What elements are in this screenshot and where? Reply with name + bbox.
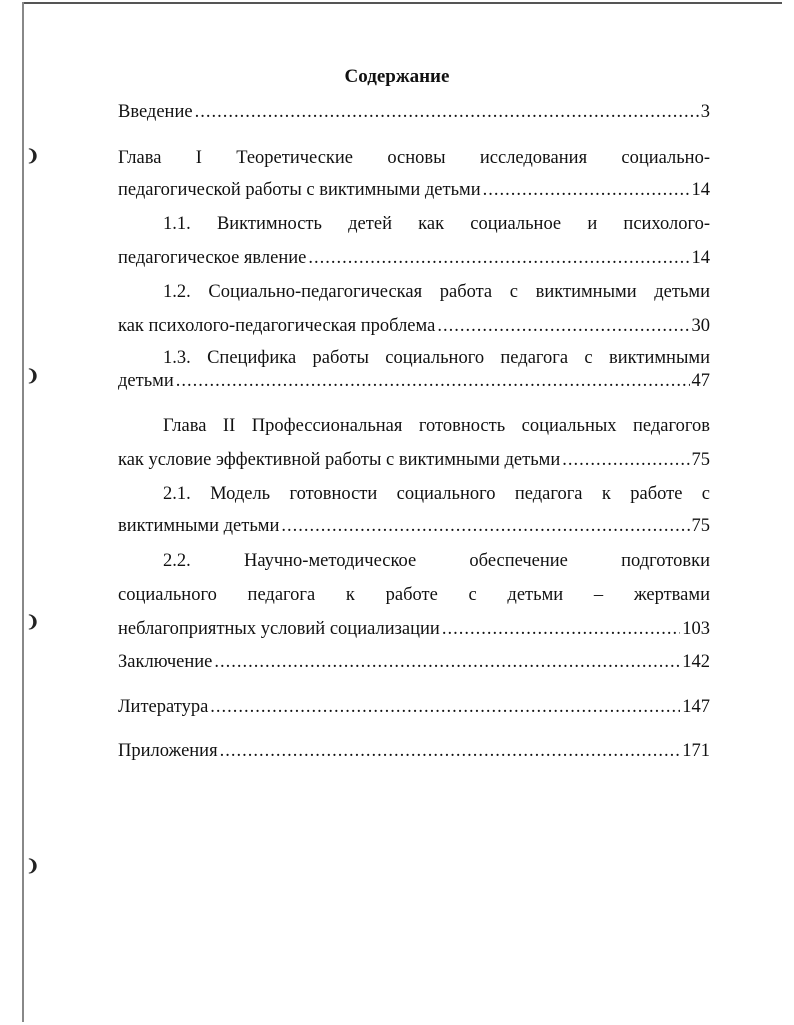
toc-label: виктимными детьми xyxy=(118,516,280,536)
toc-page: 14 xyxy=(691,248,710,268)
leader-dots xyxy=(442,617,680,641)
leader-dots xyxy=(562,448,689,472)
toc-label: как психолого-педагогическая проблема xyxy=(118,316,436,336)
leader-dots xyxy=(437,314,689,338)
toc-label: Приложения xyxy=(118,741,218,761)
toc-entry-chapter2 xyxy=(118,448,710,472)
toc-page: 142 xyxy=(682,652,710,672)
toc-entry-2-2-line1: 2.2. Научно-методическое обеспечение подготовки xyxy=(163,551,710,571)
toc-label: детьми xyxy=(118,371,174,391)
toc-page: 30 xyxy=(691,316,710,336)
binding-hole-mark: ❩ xyxy=(26,614,40,631)
binding-hole-mark: ❩ xyxy=(26,368,40,385)
toc-page: 171 xyxy=(682,741,710,761)
toc-page: 147 xyxy=(682,697,710,717)
toc-label: Литература xyxy=(118,697,209,717)
leader-dots xyxy=(308,246,689,270)
toc-label: как условие эффективной работы с виктимными детьми xyxy=(118,450,561,470)
toc-page: 47 xyxy=(691,371,710,391)
leader-dots xyxy=(483,178,690,202)
toc-page: 75 xyxy=(691,450,710,470)
toc-entry-chapter1 xyxy=(118,178,710,202)
toc-page: 14 xyxy=(691,180,710,200)
toc-entry-1-1 xyxy=(118,246,710,270)
toc-label: педагогической работы с виктимными детьми xyxy=(118,180,481,200)
toc-entry-2-1-line1: 2.1. Модель готовности социального педагога к работе с xyxy=(163,484,710,504)
leader-dots xyxy=(210,695,680,719)
toc-entry-literature xyxy=(118,695,710,719)
toc-entry-2-2-line2: социального педагога к работе с детьми – жертвами xyxy=(118,585,710,605)
toc-entry-chapter1-line1: Глава I Теоретические основы исследования социально- xyxy=(118,148,710,168)
scan-edge-top xyxy=(22,2,782,4)
toc-page: 103 xyxy=(682,619,710,639)
toc-label: педагогическое явление xyxy=(118,248,307,268)
toc-page: 75 xyxy=(691,516,710,536)
leader-dots xyxy=(214,650,680,674)
toc-label: Заключение xyxy=(118,652,213,672)
leader-dots xyxy=(195,100,699,124)
toc-page: 3 xyxy=(700,102,710,122)
leader-dots xyxy=(220,739,681,763)
toc-entry-1-3 xyxy=(118,369,710,393)
toc-entry-1-1-line1: 1.1. Виктимность детей как социальное и психолого- xyxy=(163,214,710,234)
toc-entry-1-2-line1: 1.2. Социально-педагогическая работа с виктимными детьми xyxy=(163,282,710,302)
toc-label: неблагоприятных условий социализации xyxy=(118,619,440,639)
leader-dots xyxy=(176,369,690,393)
toc-entry-conclusion xyxy=(118,650,710,674)
toc-entry-2-2 xyxy=(118,617,710,641)
toc-entry-1-2 xyxy=(118,314,710,338)
binding-hole-mark: ❩ xyxy=(26,148,40,165)
toc-entry-appendix xyxy=(118,739,710,763)
toc-label: Введение xyxy=(118,102,193,122)
leader-dots xyxy=(281,514,689,538)
page-title: Содержание xyxy=(344,66,450,87)
binding-hole-mark: ❩ xyxy=(26,858,40,875)
toc-entry-2-1 xyxy=(118,514,710,538)
scan-edge-left xyxy=(22,2,24,1022)
toc-entry-chapter2-line1: Глава II Профессиональная готовность социальных педагогов xyxy=(163,416,710,436)
toc-entry-1-3-line1: 1.3. Специфика работы социального педагога с виктимными xyxy=(163,348,710,368)
toc-entry-intro xyxy=(118,100,710,124)
